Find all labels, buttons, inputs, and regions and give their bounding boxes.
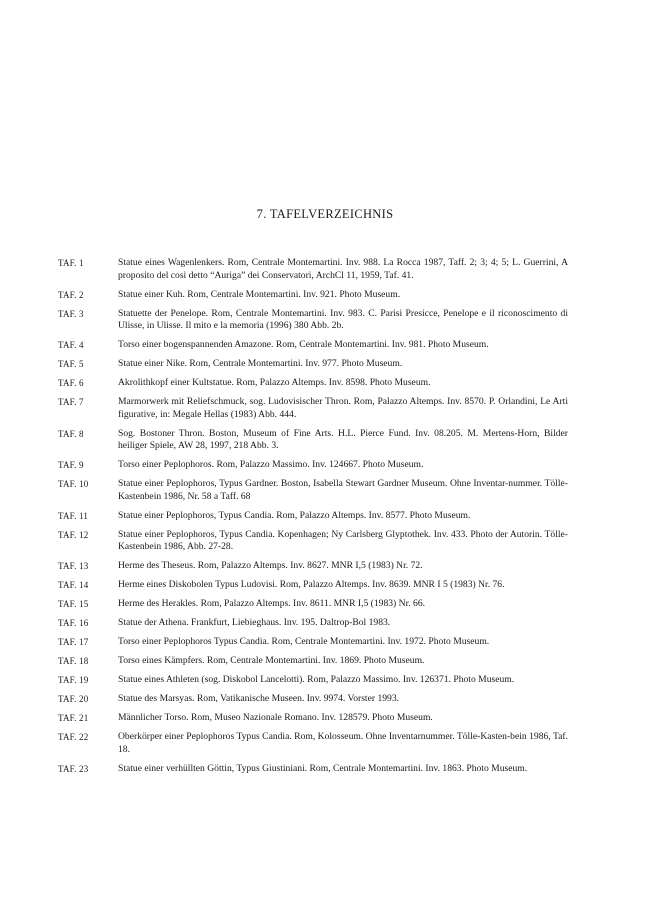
- plate-description: Statue einer Peplophoros, Typus Gardner. Boston, Isabella Stewart Gardner Museum. Ohne Inventar-nummer. Tölle-Kastenbein 1986, Nr. 58 a Taff. 68: [118, 478, 568, 502]
- plate-description: Statue einer Nike. Rom, Centrale Montemartini. Inv. 977. Photo Museum.: [118, 358, 403, 369]
- plate-label: TAF. 22: [58, 732, 89, 742]
- plate-entry: [58, 693, 568, 706]
- plate-description: Torso einer Peplophoros. Rom, Palazzo Massimo. Inv. 124667. Photo Museum.: [118, 459, 424, 470]
- plate-entry: [58, 529, 568, 554]
- plate-label: TAF. 21: [58, 713, 89, 723]
- plate-label: TAF. 4: [58, 340, 84, 350]
- plate-entry: [58, 763, 568, 776]
- plate-description: Statue eines Athleten (sog. Diskobol Lancelotti). Rom, Palazzo Massimo. Inv. 126371. Photo Museum.: [118, 674, 515, 685]
- plate-entry: [58, 358, 568, 371]
- plate-label: TAF. 10: [58, 479, 89, 489]
- plate-entry: [58, 712, 568, 725]
- plate-entry: [58, 655, 568, 668]
- plate-label: TAF. 13: [58, 561, 89, 571]
- plate-description: Statue des Marsyas. Rom, Vatikanische Museen. Inv. 9974. Vorster 1993.: [118, 693, 400, 704]
- plate-label: TAF. 19: [58, 675, 89, 685]
- plate-description: Torso eines Kämpfers. Rom, Centrale Montemartini. Inv. 1869. Photo Museum.: [118, 655, 425, 666]
- plate-description: Statue einer Kuh. Rom, Centrale Montemartini. Inv. 921. Photo Museum.: [118, 288, 401, 300]
- plate-description: Torso einer Peplophoros Typus Candia. Rom, Centrale Montemartini. Inv. 1972. Photo Museum.: [118, 636, 490, 647]
- plate-description: Oberkörper einer Peplophoros Typus Candia. Rom, Kolosseum. Ohne Inventarnummer. Tölle-Kasten-bein 1986, Taf. 18.: [118, 731, 568, 755]
- plate-entry: [58, 377, 568, 390]
- plate-entry: [58, 308, 568, 333]
- plate-list: [58, 257, 568, 782]
- plate-label: TAF. 17: [58, 637, 89, 647]
- plate-entry: [58, 478, 568, 503]
- plate-description: Marmorwerk mit Reliefschmuck, sog. Ludovisischer Thron. Rom, Palazzo Altemps. Inv. 8570. P. Orlandini, Le Arti figurative, in: Megale Hellas (1983) Abb. 444.: [118, 396, 568, 420]
- plate-label: TAF. 11: [58, 510, 89, 521]
- plate-label: TAF. 7: [58, 397, 84, 407]
- plate-description: Männlicher Torso. Rom, Museo Nazionale Romano. Inv. 128579. Photo Museum.: [118, 712, 433, 723]
- plate-description: Herme des Theseus. Rom, Palazzo Altemps. Inv. 8627. MNR I,5 (1983) Nr. 72.: [118, 560, 423, 571]
- plate-description: Torso einer bogenspannenden Amazone. Rom, Centrale Montemartini. Inv. 981. Photo Museum.: [118, 339, 489, 350]
- plate-entry: [58, 598, 568, 611]
- plate-entry: [58, 731, 568, 756]
- plate-label: TAF. 16: [58, 618, 89, 628]
- plate-entry: [58, 560, 568, 573]
- plate-label: TAF. 6: [58, 378, 84, 388]
- plate-label: TAF. 18: [58, 656, 89, 666]
- plate-entry: [58, 257, 568, 282]
- page-title: 7. TAFELVERZEICHNIS: [256, 207, 394, 221]
- plate-description: Herme des Herakles. Rom, Palazzo Altemps. Inv. 8611. MNR I,5 (1983) Nr. 66.: [118, 598, 426, 609]
- plate-entry: [58, 674, 568, 687]
- plate-label: TAF. 3: [58, 308, 84, 319]
- plate-description: Statuette der Penelope. Rom, Centrale Montemartini. Inv. 983. C. Parisi Presicce, Penelope e il riconoscimento di Ulisse, in Ulisse. Il mito e la memoria (1996) 380 Abb. 2b.: [118, 307, 568, 331]
- plate-label: TAF. 20: [58, 694, 89, 704]
- plate-label: TAF. 8: [58, 428, 84, 439]
- plate-entry: [58, 396, 568, 421]
- plate-entry: [58, 636, 568, 649]
- plate-description: Sog. Bostoner Thron. Boston, Museum of Fine Arts. H.L. Pierce Fund. Inv. 08.205. M. Mertens-Horn, Bilder heiliger Spiele, AW 28, 1997, 218 Abb. 3.: [118, 427, 568, 451]
- plate-label: TAF. 12: [58, 529, 89, 540]
- plate-entry: [58, 510, 568, 523]
- plate-entry: [58, 339, 568, 352]
- plate-description: Statue eines Wagenlenkers. Rom, Centrale Montemartini. Inv. 988. La Rocca 1987, Taff. 2; 3; 4; 5; L. Guerrini, A proposito del così detto “Auriga” dei Conservatori, ArchCl 11, 1959, Taf. 41.: [118, 257, 568, 281]
- plate-label: TAF. 1: [58, 258, 84, 268]
- plate-label: TAF. 5: [58, 359, 84, 369]
- plate-description: Statue einer Peplophoros, Typus Candia. Kopenhagen; Ny Carlsberg Glyptothek. Inv. 433. Photo der Autorin. Tölle-Kastenbein 1986, Abb. 27-28.: [118, 528, 568, 552]
- plate-description: Statue einer verhüllten Göttin, Typus Giustiniani. Rom, Centrale Montemartini. Inv. 1863. Photo Museum.: [118, 762, 528, 774]
- plate-entry: [58, 428, 568, 453]
- plate-description: Statue einer Peplophoros, Typus Candia. Rom, Palazzo Altemps. Inv. 8577. Photo Museum.: [118, 509, 471, 521]
- plate-description: Akrolithkopf einer Kultstatue. Rom, Palazzo Altemps. Inv. 8598. Photo Museum.: [118, 377, 431, 388]
- plate-label: TAF. 14: [58, 580, 89, 590]
- plate-entry: [58, 459, 568, 472]
- plate-label: TAF. 15: [58, 599, 89, 609]
- plate-description: Herme eines Diskobolen Typus Ludovisi. Rom, Palazzo Altemps. Inv. 8639. MNR I 5 (1983) Nr. 76.: [118, 579, 505, 590]
- plate-entry: [58, 579, 568, 592]
- plate-label: TAF. 23: [58, 763, 89, 774]
- plate-label: TAF. 2: [58, 289, 84, 300]
- plate-label: TAF. 9: [58, 460, 84, 470]
- plate-entry: [58, 289, 568, 302]
- plate-entry: [58, 617, 568, 630]
- plate-description: Statue der Athena. Frankfurt, Liebieghaus. Inv. 195. Daltrop-Bol 1983.: [118, 617, 391, 628]
